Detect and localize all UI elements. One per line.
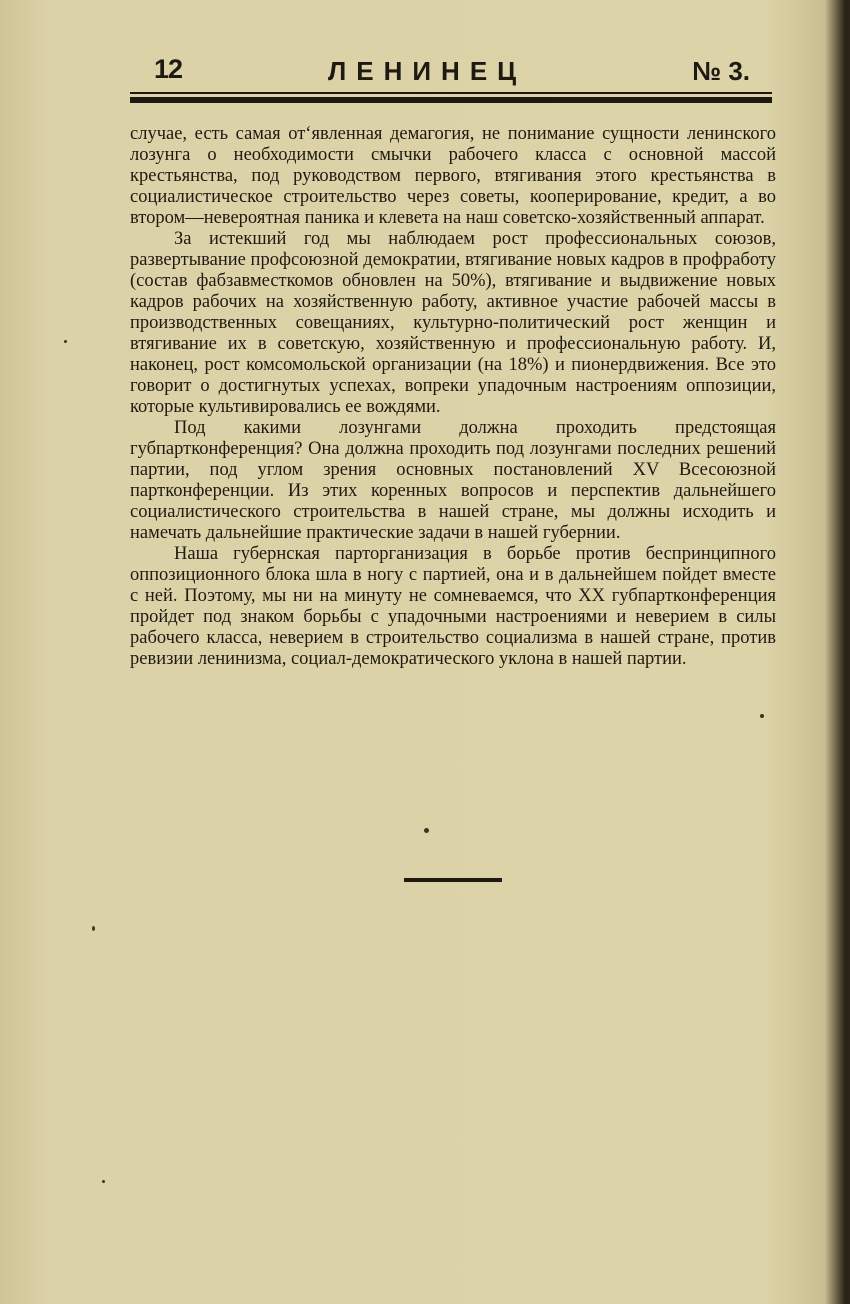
paper-speck <box>64 340 67 343</box>
paragraph-1: случае, есть самая от‘явленная демагогия, не понимание сущности ленинского лозунга о необходимости смычки рабочего класса с основной массой крестьянства, под руководством первого, втягивания этого крестьянства в социалистическое строительство через советы, кооперирование, кредит, а во втором—невероятная паника и клевета на наш советско-хозяйственный аппарат. <box>130 124 776 228</box>
article-body <box>130 124 776 670</box>
paragraph-3: Под какими лозунгами должна проходить предстоящая губпартконференция? Она должна проходить под лозунгами последних решений партии, под углом зрения основных постановлений XV Всесоюзной партконференции. Из этих коренных вопросов и перспектив дальнейшего социалистического строительства в нашей стране, мы должны исходить и намечать дальнейшие практические задачи в нашей губернии. <box>130 418 776 543</box>
paper-speck <box>424 828 429 833</box>
header-rule-thin <box>130 92 772 94</box>
paper-speck <box>760 714 764 718</box>
paragraph-4: Наша губернская парторганизация в борьбе против беспринципного оппозиционного блока шла в ногу с партией, она и в дальнейшем пойдет вместе с ней. Поэтому, мы ни на минуту не сомневаемся, что XX губпартконференция пройдет под знаком борьбы с упадочными настроениями и неверием в силы рабочего класса, неверием в строительство социализма в нашей стране, против ревизии ленинизма, социал-демократического уклона в нашей партии. <box>130 544 776 669</box>
page-number: 12 <box>154 54 183 84</box>
header-rule-thick <box>130 97 772 103</box>
issue-number: № 3. <box>692 56 750 86</box>
journal-title: ЛЕНИНЕЦ <box>328 56 527 86</box>
end-of-article-rule <box>404 878 502 882</box>
paper-speck <box>102 1180 105 1183</box>
paper-speck <box>92 926 95 931</box>
masthead <box>130 54 772 94</box>
paragraph-2: За истекший год мы наблюдаем рост профессиональных союзов, развертывание профсоюзной демократии, втягивание новых кадров в профработу (состав фабзавместкомов обновлен на 50%), втягивание и выдвижение новых кадров рабочих на хозяйственную работу, активное участие рабочей массы в производственных совещаниях, культурно-политический рост женщин и втягивание их в советскую, хозяйственную и профессиональную работу. И, наконец, рост комсомольской организации (на 18%) и пионердвижения. Все это говорит о достигнутых успехах, вопреки упадочным настроениям оппозиции, которые культивировались ее вождями. <box>130 229 776 417</box>
